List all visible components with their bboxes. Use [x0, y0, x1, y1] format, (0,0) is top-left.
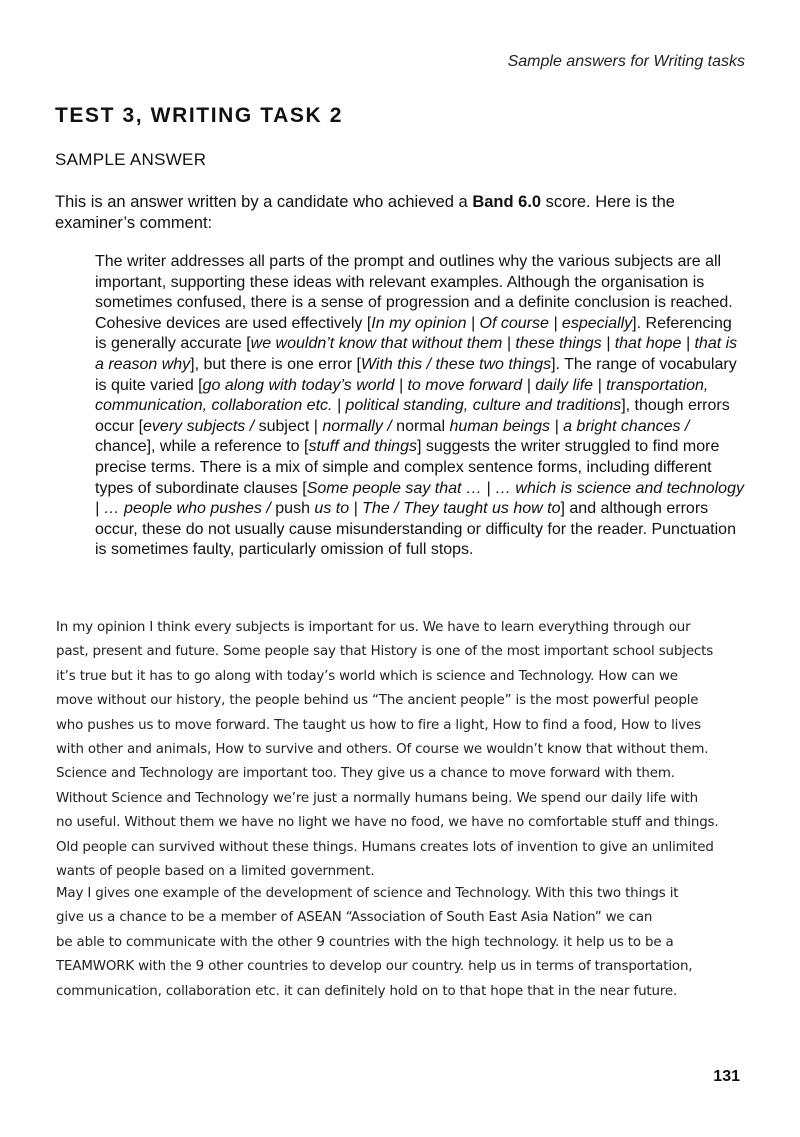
comment-text: ] suggests the writer struggled to find more precise terms. There is a mix of simple and complex sentence forms, including different types of subordinate clauses [: [95, 438, 720, 497]
handwritten-line: past, present and future. Some people say that History is one of the most important school subjects: [56, 644, 714, 660]
handwritten-line: In my opinion I think every subjects is important for us. We have to learn everything through our: [56, 620, 691, 635]
page-title: TEST 3, WRITING TASK 2: [55, 104, 343, 127]
comment-text: ]. The range of vocabulary is quite varied [: [95, 355, 737, 394]
quoted-example: every subjects /: [143, 417, 255, 435]
quoted-example: us to | The / They taught us how to: [314, 500, 561, 518]
quoted-example: Some people say that … | … which is science and technology | … people who pushes /: [95, 479, 744, 518]
band-score: Band 6.0: [472, 193, 542, 211]
page-number: 131: [713, 1068, 740, 1085]
quoted-example: normally /: [322, 417, 392, 435]
handwritten-line: Without Science and Technology we’re just a normally humans being. We spend our daily life with: [56, 790, 698, 806]
handwritten-line: Old people can survived without these things. Humans creates lots of invention to give an unlimited: [56, 839, 714, 855]
handwritten-line: move without our history, the people behind us “The ancient people” is the most powerful people: [56, 693, 699, 709]
handwritten-paragraph-2: [56, 882, 751, 1004]
comment-text: chance], while a reference to [: [95, 438, 309, 456]
comment-text: ] and although errors occur, these do not usually cause misunderstanding or difficulty for the reader. Punctuation is sometimes faulty, particularly omission of full stops.: [95, 500, 736, 559]
quoted-example: stuff and things: [308, 438, 417, 456]
handwritten-line: it’s true but it has to go along with today’s world which is science and Technology. How can we: [56, 668, 678, 684]
handwritten-line: be able to communicate with the other 9 countries with the high technology. it help us to be a: [56, 934, 674, 950]
intro-paragraph: [55, 192, 755, 234]
handwritten-line: TEAMWORK with the 9 other countries to develop our country. help us in terms of transportation,: [56, 959, 693, 975]
section-heading: SAMPLE ANSWER: [55, 150, 207, 169]
handwritten-line: May I gives one example of the development of science and Technology. With this two things it: [56, 886, 679, 901]
quoted-example: we wouldn’t know that without them | these things | that hope | that is a reason why: [95, 335, 738, 373]
handwritten-line: give us a chance to be a member of ASEAN “Association of South East Asia Nation” we can: [56, 910, 653, 926]
quoted-example: With this / these two things: [360, 355, 552, 373]
comment-text: ], though errors occur [: [95, 397, 730, 435]
examiner-comment: [95, 252, 745, 561]
handwritten-line: Science and Technology are important too. They give us a chance to move forward with them.: [56, 766, 675, 782]
handwritten-paragraph-1: [56, 616, 751, 884]
quoted-example: human beings | a bright chances /: [449, 417, 690, 435]
handwritten-line: wants of people based on a limited government.: [56, 864, 375, 880]
comment-text: ]. Referencing is generally accurate [: [95, 314, 732, 353]
intro-text-after: score. Here is the examiner’s comment:: [55, 193, 675, 232]
intro-text-before: This is an answer written by a candidate who achieved a: [55, 193, 473, 211]
comment-text: The writer addresses all parts of the prompt and outlines why the various subjects are all important, supporting these ideas with relevant examples. Although the organisation is sometimes confused, there is a sense of progression and a definite conclusion is reached. Cohesive devices are used effectively [: [95, 253, 733, 332]
quoted-example: In my opinion | Of course | especially: [371, 314, 633, 332]
comment-text: push: [270, 500, 315, 518]
quoted-example: go along with today’s world | to move forward | daily life | transportation, communication, collaboration etc. | political standing, culture and traditions: [95, 376, 709, 415]
comment-text: ], but there is one error [: [190, 355, 361, 373]
comment-text: normal: [391, 417, 450, 435]
handwritten-line: communication, collaboration etc. it can definitely hold on to that hope that in the near future.: [56, 983, 678, 999]
handwritten-line: with other and animals, How to survive and others. Of course we wouldn’t know that without them.: [56, 742, 709, 758]
running-header: Sample answers for Writing tasks: [507, 53, 745, 70]
handwritten-line: no useful. Without them we have no light we have no food, we have no comfortable stuff and things.: [56, 815, 719, 831]
handwritten-line: who pushes us to move forward. The taught us how to fire a light, How to find a food, How to lives: [56, 717, 701, 733]
comment-text: subject |: [254, 417, 323, 435]
